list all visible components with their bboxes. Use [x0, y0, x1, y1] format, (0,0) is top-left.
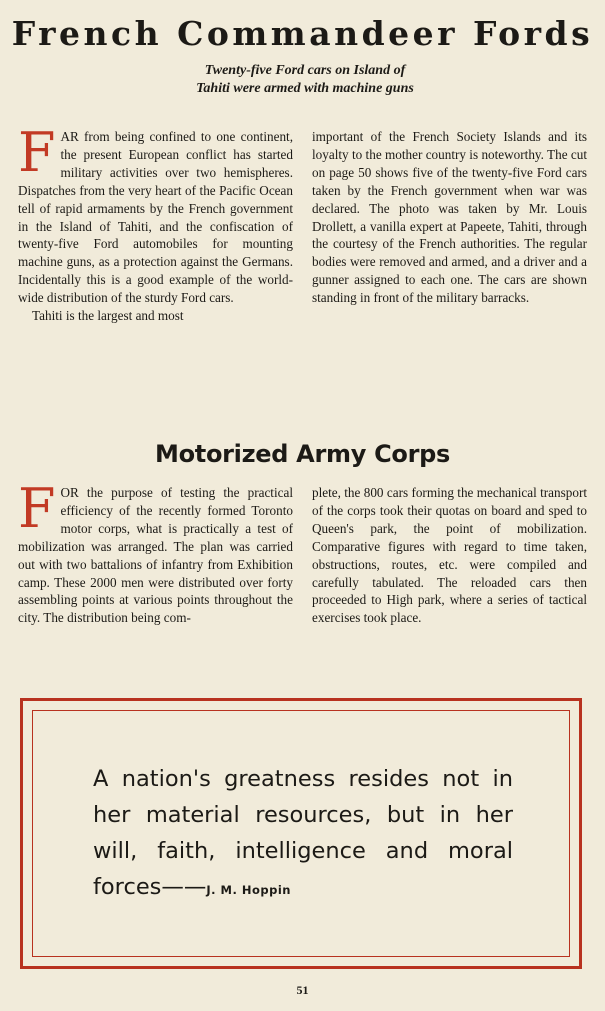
page-number: 51: [296, 983, 309, 997]
article2-paragraph-1-text: OR the purpose of testing the practical efficiency of the recently formed Toronto motor corps, what is practically a test of mobilization was arranged. The plan was carried out with two battalions of infantry from Exhibition camp. These 2000 men were distributed over forty assembling points at various points throughout the city. The distribution being com-: [18, 485, 293, 626]
quote-box: [20, 698, 582, 969]
drop-cap: F: [18, 477, 56, 540]
article1-paragraph-3: important of the French Society Islands and its loyalty to the mother country is noteworthy. The cut on page 50 shows five of the twenty-five Ford cars taken by the French government when war was declared. The photo was taken by Mr. Louis Drollett, a vanilla expert at Papeete, Tahiti, through the courtesy of the French authorities. The regular bodies were removed and armed, and a driver and a gunner assigned to each one. The cars are shown standing in front of the military barracks.: [312, 129, 587, 306]
quote-dash: ——: [161, 874, 207, 900]
article-title: French Commandeer Fords: [11, 14, 594, 53]
article1-paragraph-1-text: AR from being confined to one continent, the present European conflict has started military activities over two hemispheres. Dispatches from the very heart of the Pacific Ocean tell of rapid armaments by the French government in the Island of Tahiti, and the confiscation of twenty-five Ford automobiles for mounting machine guns, as a protection against the Germans. Incidentally this is a good example of the world-wide distribution of the sturdy Ford cars.: [18, 129, 293, 306]
article-subtitle: [140, 62, 470, 98]
quote: [93, 761, 513, 908]
section-heading: Motorized Army Corps: [155, 440, 450, 468]
article2-column-left: [18, 477, 293, 627]
quote-author: J. M. Hoppin: [206, 883, 291, 897]
article2-paragraph-2: plete, the 800 cars forming the mechanical transport of the corps took their quotas on board and sped to Queen's park, the point of mobilization. Comparative figures with regard to time taken, obstructions, routes, etc. were compiled and carefully tabulated. The reloaded cars then proceeded to High park, where a series of tactical exercises took place.: [312, 485, 587, 626]
article2-paragraph-1: [18, 477, 293, 627]
article1-column-right: [312, 128, 587, 307]
drop-cap: F: [18, 121, 56, 184]
article2-column-right: [312, 484, 587, 627]
subtitle-line-2: Tahiti were armed with machine guns: [196, 81, 414, 96]
article1-column-left: [18, 121, 293, 325]
article1-paragraph-1: [18, 121, 293, 307]
quote-text: A nation's greatness resides not in her material resources, but in her will, faith, intelligence and moral forces: [93, 766, 513, 900]
subtitle-line-1: Twenty-five Ford cars on Island of: [204, 63, 406, 78]
article1-paragraph-2: Tahiti is the largest and most: [32, 308, 184, 324]
